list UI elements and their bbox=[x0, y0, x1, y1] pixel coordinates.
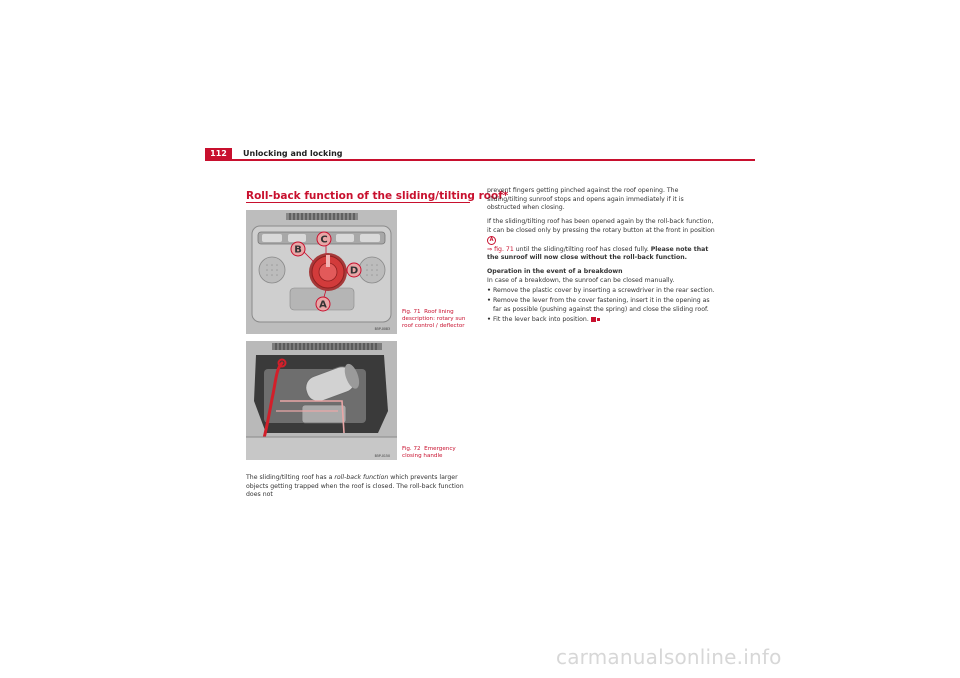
svg-text:C: C bbox=[320, 234, 328, 246]
section-rule bbox=[246, 202, 470, 203]
emergency-handle-illustration bbox=[246, 341, 397, 460]
paragraph-close-rotary: If the sliding/tilting roof has been opened again by the roll-back function, it can be closed only by pressing the rotary button at the front in position A ⇒ fig. 71 until the sliding/tilting roof has closed fully. Please note that the sunroof will now close without the roll-back function. bbox=[487, 218, 715, 262]
bullet-item: • Remove the plastic cover by inserting a screwdriver in the rear section. bbox=[487, 287, 715, 295]
figure-code: B5P-0150 bbox=[374, 454, 390, 458]
header-rule bbox=[205, 159, 755, 161]
watermark: carmanualsonline.info bbox=[556, 645, 782, 669]
chapter-title: Unlocking and locking bbox=[243, 149, 343, 158]
breakdown-intro: In case of a breakdown, the sunroof can be closed manually. bbox=[487, 276, 675, 284]
bullet-icon: • bbox=[487, 316, 491, 324]
roof-lining-illustration bbox=[246, 210, 397, 334]
figure-71-caption-text: Roof lining description: rotary sun roof control / deflector bbox=[402, 309, 466, 330]
svg-text:D: D bbox=[349, 265, 359, 277]
svg-text:A: A bbox=[319, 299, 327, 311]
bullet-item: • Fit the lever back into position. bbox=[487, 316, 715, 325]
figure-reference-link[interactable]: ⇒ fig. 71 bbox=[487, 245, 514, 253]
figure-72-caption-text: Emergency closing handle bbox=[402, 446, 456, 460]
paragraph-finger-pinch: prevent fingers getting pinched against the roof opening. The sliding/tilting sunroof stops and opens again immediately if it is obstructed when closing. bbox=[487, 187, 684, 212]
svg-text:B: B bbox=[294, 244, 302, 256]
figure-72-caption bbox=[402, 446, 468, 460]
bullet-icon: • bbox=[487, 297, 491, 305]
figure-code: B5P-0083 bbox=[374, 327, 390, 331]
right-column bbox=[487, 187, 715, 326]
figure-71-label: Fig. 71 bbox=[402, 309, 421, 315]
intro-paragraph: The sliding/tilting roof has a roll-back function which prevents larger objects getting trapped when the roof is closed. The roll-back function does not bbox=[246, 474, 464, 499]
breakdown-heading: Operation in the event of a breakdown bbox=[487, 268, 623, 276]
section-end-icon bbox=[591, 317, 596, 322]
figure-roof-lining bbox=[246, 210, 397, 334]
warning-note: Please note that the sunroof will now close without the roll-back function. bbox=[487, 245, 709, 262]
bullet-icon: • bbox=[487, 287, 491, 295]
section-title: Roll-back function of the sliding/tilting roof* bbox=[246, 190, 509, 202]
bullet-item: • Remove the lever from the cover fastening, insert it in the opening as far as possible (pushing against the spring) and close the sliding roof. bbox=[487, 297, 710, 313]
position-marker: A bbox=[487, 236, 496, 245]
emphasis-roll-back: roll-back function bbox=[334, 474, 389, 481]
figure-71-caption bbox=[402, 309, 468, 331]
figure-emergency-handle bbox=[246, 341, 397, 460]
page-number: 112 bbox=[205, 148, 232, 160]
figure-72-label: Fig. 72 bbox=[402, 446, 421, 452]
section-end-icon bbox=[597, 318, 600, 321]
